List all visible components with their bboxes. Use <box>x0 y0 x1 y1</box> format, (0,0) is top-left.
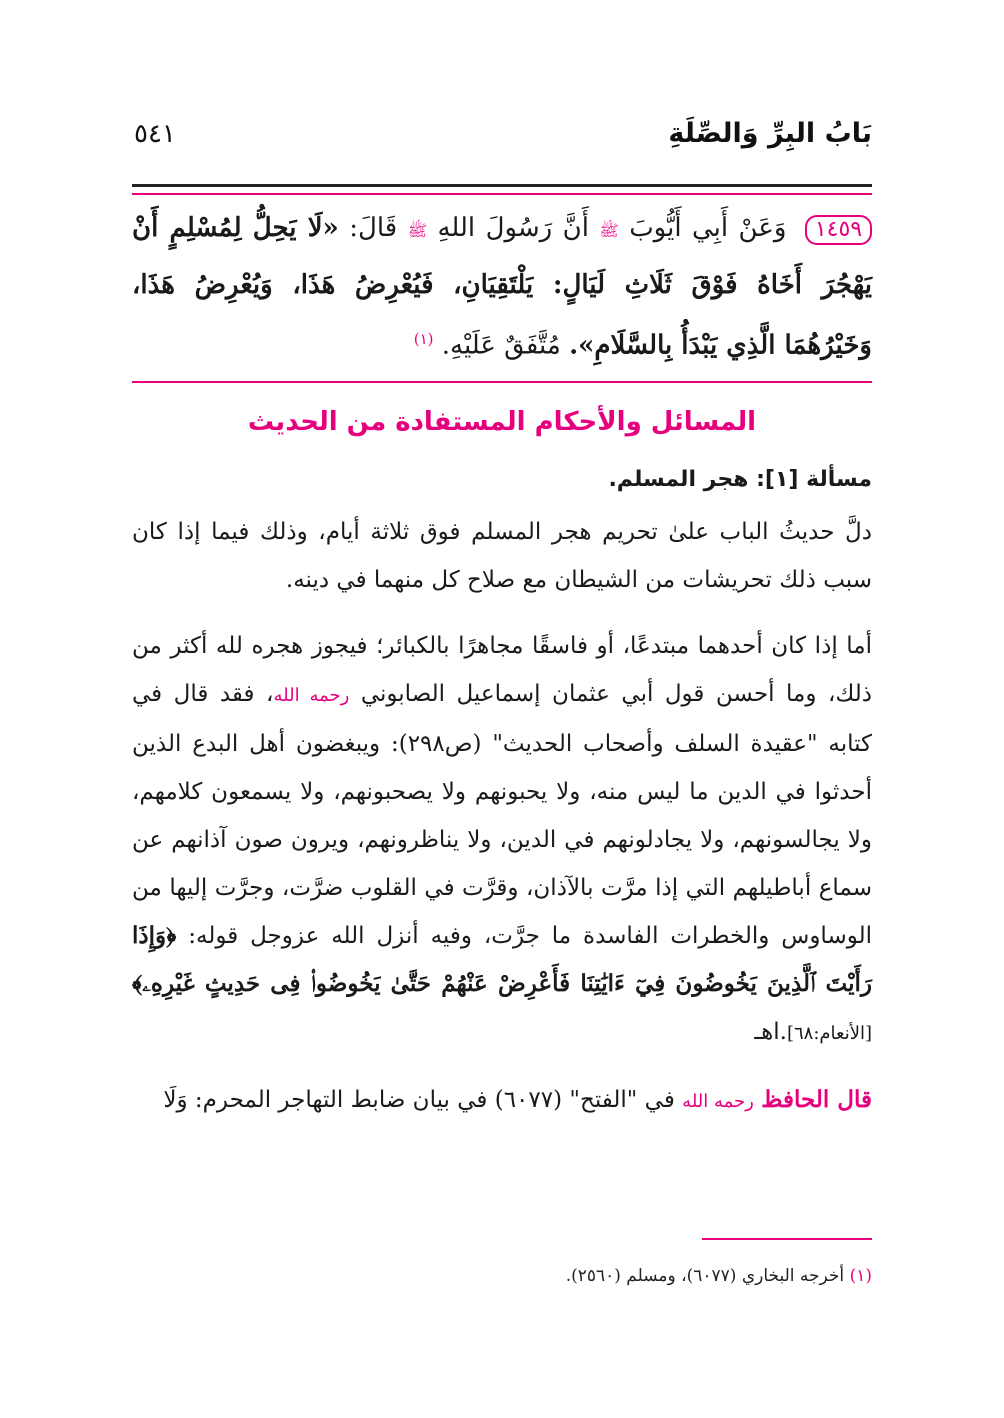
hadith-qala: قَالَ: <box>349 213 398 243</box>
radiallahu-honorific: ﷺ <box>599 221 619 240</box>
book-title: "عقيدة السلف وأصحاب الحديث" <box>492 730 818 757</box>
footnote-reference[interactable]: (١) <box>413 330 434 348</box>
footnote <box>566 1266 872 1286</box>
page <box>132 118 872 1144</box>
hadith-number: ١٤٥٩ <box>805 215 872 245</box>
p2-end: .اهـ <box>754 1018 787 1045</box>
footnote-rule <box>702 1238 872 1240</box>
hadith-intro: وَعَنْ أَبِي أَيُّوبَ <box>629 213 787 243</box>
rahimahullah-honorific: رحمه الله <box>273 684 350 706</box>
p3-honorific: رحمه الله <box>682 1090 754 1112</box>
pbuh-honorific: ﷺ <box>407 221 428 240</box>
footnote-text: أخرجه البخاري (٦٠٧٧)، ومسلم (٢٥٦٠). <box>565 1266 845 1286</box>
p2-part-a: أما إذا كان أحدهما مبتدعًا، أو فاسقًا مجاهرًا بالكبائر؛ فيجوز هجره لله أكثر من ذلك، وما أحسن قول أبي عثمان إسماعيل الصابوني <box>132 632 873 707</box>
hadith-bottom-rule <box>132 381 872 383</box>
issue-label: مسألة [١]: <box>756 466 872 492</box>
p2-part-b: ، فقد قال في كتابه <box>132 680 872 757</box>
page-header <box>132 118 872 164</box>
header-rule <box>132 184 872 187</box>
footnote-number: (١) <box>849 1266 872 1286</box>
hafiz-lead: قال الحافظ <box>761 1085 872 1113</box>
paragraph-1: دلَّ حديثُ الباب علىٰ تحريم هجر المسلم فوق ثلاثة أيام، وذلك فيما إذا كان سبب ذلك تحريشات من الشيطان مع صلاح كل منهما في دينه. <box>132 518 872 593</box>
paragraph-2 <box>132 622 872 1058</box>
page-number: ٥٤١ <box>134 119 176 149</box>
hadith-text: «لَا يَحِلُّ لِمُسْلِمٍ أَنْ يَهْجُرَ أَخَاهُ فَوْقَ ثَلَاثِ لَيَالٍ: يَلْتَقِيَانِ، فَيُعْرِضُ هَذَا، وَيُعْرِضُ هَذَا، وَخَيْرُهُمَا الَّذِي يَبْدَأُ بِالسَّلَامِ». <box>132 213 872 361</box>
chapter-title: بَابُ البِرِّ وَالصِّلَةِ <box>668 118 872 149</box>
p2-part-c: (ص٢٩٨): ويبغضون أهل البدع الذين أحدثوا في الدين ما ليس منه، ولا يحبونهم ولا يصحبونهم، ولا يسمعون كلامهم، ولا يجالسونهم، ولا يجادلونهم في الدين، ولا يناظرونهم، ويرون صون آذانهم عن سماع أباطيلهم التي إذا مرَّت بالآذان، وقرَّت في القلوب ضرَّت، وجرَّت إليها من الوساوس والخطرات الفاسدة ما جرَّت، وفيه أنزل الله عزوجل قوله: <box>132 730 872 949</box>
paragraph-3 <box>132 1076 872 1126</box>
quran-verse: ﴿وَإِذَا رَأَيْتَ ٱلَّذِينَ يَخُوضُونَ فِيٓ ءَايَٰتِنَا فَأَعْرِضْ عَنْهُمْ حَتَّىٰ يَخُوضُوا۟ فِى حَدِيثٍ غَيْرِهِۦ﴾ <box>132 921 872 997</box>
issue-title: هجر المسلم. <box>608 466 749 492</box>
p3-text: في "الفتح" (٦٠٧٧) في بيان ضابط التهاجر المحرم: وَلَا <box>163 1086 675 1113</box>
issue-heading <box>132 467 872 492</box>
hadith-mid: أَنَّ رَسُولَ اللهِ <box>437 213 589 243</box>
hadith-block <box>132 195 872 381</box>
verse-reference: [الأنعام:٦٨] <box>786 1022 872 1044</box>
hadith-ending: مُتَّفَقٌ عَلَيْهِ. <box>441 330 561 361</box>
section-title: المسائل والأحكام المستفادة من الحديث <box>247 406 757 437</box>
